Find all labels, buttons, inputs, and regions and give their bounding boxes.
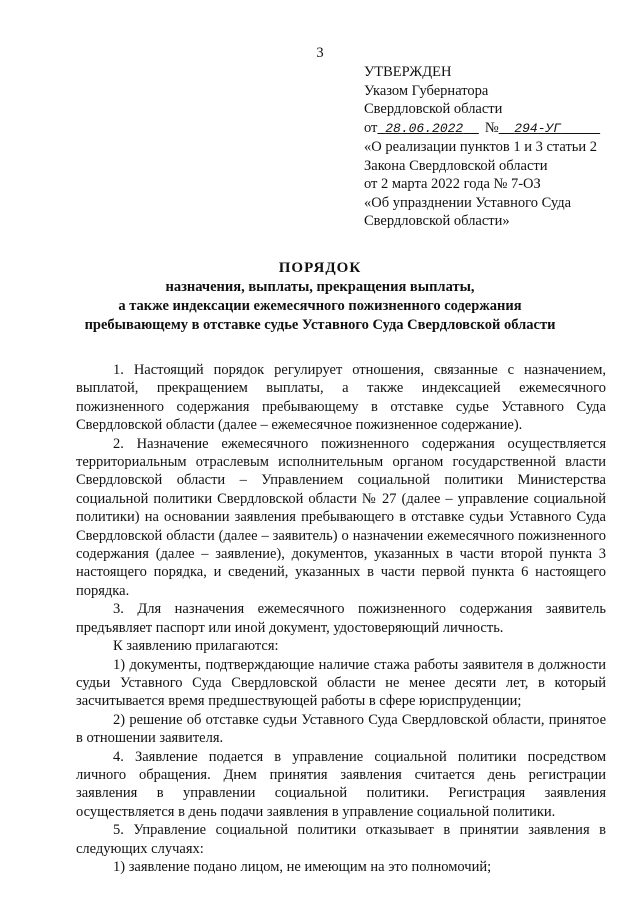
number-prefix: №: [484, 119, 499, 136]
title-subline: пребывающему в отставке судье Уставного Суда Свердловской области: [84, 317, 556, 333]
approval-line: «Об упразднении Уставного Суда: [364, 194, 572, 211]
date-prefix: от: [364, 119, 378, 136]
paragraph-attachments: К заявлению прилагаются:: [113, 638, 279, 655]
paragraph-5: 5. Управление социальной политики отказывает в принятии заявления в следующих случаях:: [76, 822, 606, 857]
approval-line: УТВЕРЖДЕН: [364, 64, 452, 80]
title-subline: назначения, выплаты, прекращения выплаты,: [165, 279, 475, 295]
approval-line: Свердловской области»: [364, 213, 510, 229]
document-body: [76, 361, 606, 876]
decree-number: 294-УГ: [514, 120, 562, 136]
approval-date-line: [364, 119, 624, 139]
approval-stamp: [364, 63, 624, 231]
title-subline: а также индексации ежемесячного пожизненного содержания: [118, 298, 522, 314]
title-main: ПОРЯДОК: [278, 260, 362, 276]
approval-line: Закона Свердловской области: [364, 157, 548, 174]
paragraph-3: 3. Для назначения ежемесячного пожизненного содержания заявитель предъявляет паспорт или иной документ, удостоверяющий личность.: [76, 601, 606, 636]
paragraph-1: 1. Настоящий порядок регулирует отношения, связанные с назначением, выплатой, прекращением выплаты, а также индексацией ежемесячного пожизненного содержания пребывающему в отставке судье Уставного Суда Свердловской области (далее – ежемесячное пожизненное содержание).: [76, 362, 606, 434]
document-title: [40, 258, 600, 335]
decree-date: 28.06.2022: [385, 120, 464, 136]
list-item-refusal-1: 1) заявление подано лицом, не имеющим на это полномочий;: [113, 858, 492, 875]
approval-line: Указом Губернатора: [364, 82, 489, 99]
list-item-2: 2) решение об отставке судьи Уставного Суда Свердловской области, принятое в отношении заявителя.: [76, 711, 606, 747]
page-number: 3: [316, 45, 324, 61]
paragraph-2: 2. Назначение ежемесячного пожизненного содержания осуществляется территориальным отраслевым исполнительным органом государственной власти Свердловской области – Управлением социальной политики Министерства социальной политики Свердловской области № 27 (далее – управление социальной политики) на основании заявления пребывающего в отставке судьи Уставного Суда Свердловской области (далее – заявитель) о назначении ежемесячного пожизненного содержания (далее – заявление), документов, указанных в части второй пункта 3 настоящего порядка, и сведений, указанных в части первой пункта 6 настоящего порядка.: [76, 435, 606, 599]
approval-line: Свердловской области: [364, 101, 503, 117]
approval-line: от 2 марта 2022 года № 7-ОЗ: [364, 176, 541, 192]
paragraph-4: 4. Заявление подается в управление социальной политики посредством личного обращения. Днем принятия заявления считается день регистрации заявления в управлении социальной политики. Регистрация заявления осуществляется в день подачи заявления в управление социальной политики.: [76, 748, 606, 820]
list-item-1: 1) документы, подтверждающие наличие стажа работы заявителя в должности судьи Уставного Суда Свердловской области не менее десяти лет, в который засчитывается время предшествующей работы в сфере юриспруденции;: [76, 656, 606, 710]
approval-line: «О реализации пунктов 1 и 3 статьи 2: [364, 139, 598, 155]
